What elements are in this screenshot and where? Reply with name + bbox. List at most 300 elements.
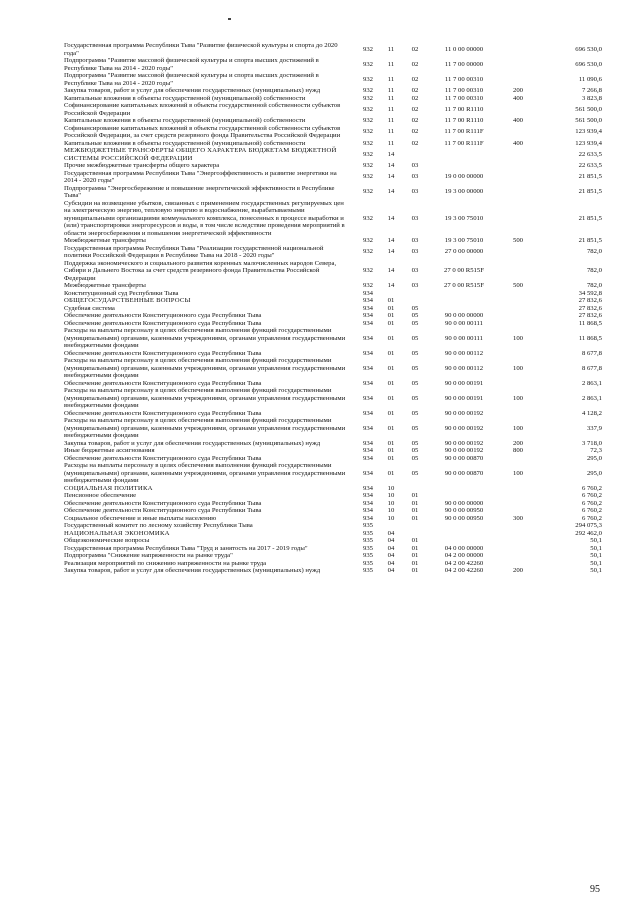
subsection-code-cell: 02 xyxy=(411,87,419,94)
section-code-cell: 14 xyxy=(387,282,395,289)
ministry-code-cell: 932 xyxy=(362,150,374,158)
section-code-cell: 11 xyxy=(387,87,395,94)
expense-type-cell xyxy=(500,410,536,418)
table-row xyxy=(64,282,602,290)
amount-cell: 50,1 xyxy=(590,552,602,559)
target-article-cell: 11 7 00 R1110 xyxy=(444,117,484,124)
table-row xyxy=(64,237,602,245)
subsection-code-cell xyxy=(402,147,428,162)
table-row xyxy=(64,507,602,515)
subsection-code-cell: 01 xyxy=(411,499,419,507)
expense-name-cell: Закупка товаров, работ и услуг для обеспечения государственных (муниципальных) нужд xyxy=(64,439,321,447)
section-code-cell: 01 xyxy=(387,334,395,342)
subsection-code-cell: 03 xyxy=(411,188,419,196)
ministry-code-cell: 932 xyxy=(362,188,374,196)
expense-type-cell: 100 xyxy=(512,334,524,342)
expense-type-cell: 300 xyxy=(512,514,524,522)
table-row xyxy=(64,537,602,545)
amount-cell: 123 939,4 xyxy=(575,128,602,136)
table-row xyxy=(64,410,602,418)
amount-cell: 782,0 xyxy=(586,248,602,256)
expense-type-cell xyxy=(500,560,536,568)
table-row xyxy=(64,140,602,148)
target-article-cell: 90 0 00 00870 xyxy=(444,454,484,462)
ministry-code-cell: 932 xyxy=(362,75,374,83)
section-code-cell: 04 xyxy=(387,544,395,552)
ministry-code-cell: 934 xyxy=(362,447,374,454)
expense-type-cell xyxy=(500,350,536,358)
target-article-cell: 11 7 00 R111F xyxy=(444,128,484,136)
amount-cell: 22 633,5 xyxy=(578,162,602,169)
table-row xyxy=(64,515,602,523)
table-row xyxy=(64,117,602,125)
subsection-code-cell: 03 xyxy=(411,248,419,256)
amount-cell: 7 266,8 xyxy=(581,87,602,94)
expense-type-cell: 200 xyxy=(512,87,524,94)
target-article-cell: 90 0 00 00870 xyxy=(444,469,484,477)
expense-type-cell: 400 xyxy=(512,117,524,124)
table-row xyxy=(64,185,602,200)
ministry-code-cell: 934 xyxy=(362,507,374,514)
table-row xyxy=(64,545,602,553)
subsection-code-cell: 05 xyxy=(411,447,419,454)
section-code-cell: 01 xyxy=(387,454,395,462)
target-article-cell: 27 0 00 R515F xyxy=(444,267,484,274)
section-code-cell: 01 xyxy=(387,312,395,319)
table-row xyxy=(64,102,602,117)
expense-type-cell xyxy=(500,260,536,283)
ministry-code-cell: 934 xyxy=(362,334,374,342)
subsection-code-cell: 02 xyxy=(411,117,419,124)
section-code-cell: 11 xyxy=(387,75,395,83)
subsection-code-cell: 02 xyxy=(411,139,419,147)
table-row xyxy=(64,462,602,485)
table-row xyxy=(64,560,602,568)
subsection-code-cell: 05 xyxy=(411,364,419,372)
section-code-cell: 10 xyxy=(387,499,395,507)
subsection-code-cell: 01 xyxy=(411,514,419,522)
ministry-code-cell: 935 xyxy=(362,552,374,559)
expense-type-cell xyxy=(500,545,536,553)
ministry-code-cell: 932 xyxy=(362,282,374,289)
expense-name-cell: Государственная программа Республики Тыва "Энергоэффективность и развитие энергетики на 2014 - 2020 годы" xyxy=(64,169,337,184)
expense-name-cell: Софинансирование капитальных вложений в объекты государственной собственности субъектов Российской Федерации xyxy=(64,102,341,117)
ministry-code-cell: 934 xyxy=(362,439,374,447)
target-article-cell: 90 0 00 00000 xyxy=(444,499,484,507)
expense-type-cell xyxy=(500,200,536,238)
target-article-cell xyxy=(428,530,500,538)
amount-cell: 782,0 xyxy=(586,282,602,289)
expense-type-cell xyxy=(500,290,536,298)
subsection-code-cell xyxy=(402,530,428,538)
target-article-cell: 19 3 00 75010 xyxy=(444,237,484,244)
table-row xyxy=(64,305,602,313)
section-code-cell: 14 xyxy=(387,188,395,196)
target-article-cell: 04 2 00 42260 xyxy=(444,559,484,567)
subsection-code-cell: 01 xyxy=(411,492,419,499)
ministry-code-cell: 932 xyxy=(362,105,374,113)
amount-cell: 294 075,3 xyxy=(575,522,602,529)
table-row xyxy=(64,327,602,350)
target-article-cell: 11 7 00 R1110 xyxy=(444,105,484,113)
expense-type-cell xyxy=(500,57,536,72)
amount-cell: 27 832,6 xyxy=(578,297,602,304)
amount-cell: 11 090,6 xyxy=(578,75,602,83)
expense-name-cell: Капитальные вложения в объекты государственной (муниципальной) собственности xyxy=(64,94,306,102)
amount-cell: 2 863,1 xyxy=(581,379,602,387)
expense-type-cell xyxy=(500,245,536,260)
subsection-code-cell: 02 xyxy=(411,45,419,53)
target-article-cell: 90 0 00 00112 xyxy=(444,364,484,372)
expense-name-cell: Судебная система xyxy=(64,304,115,312)
ministry-code-cell: 932 xyxy=(362,162,374,169)
subsection-code-cell: 01 xyxy=(411,567,419,574)
subsection-code-cell: 03 xyxy=(411,267,419,274)
subsection-code-cell: 05 xyxy=(411,394,419,402)
target-article-cell xyxy=(428,492,500,500)
expense-name-cell: Конституционный суд Республики Тыва xyxy=(64,289,179,297)
expense-name-cell: Государственная программа Республики Тыва "Развитие физической культуры и спорта до 2020 года" xyxy=(64,42,338,57)
expense-name-cell: Капитальные вложения в объекты государственной (муниципальной) собственности xyxy=(64,117,306,124)
ministry-code-cell: 935 xyxy=(362,522,374,529)
target-article-cell: 90 0 00 00111 xyxy=(445,319,483,327)
amount-cell: 782,0 xyxy=(586,267,602,274)
section-code-cell: 01 xyxy=(387,409,395,417)
expense-name-cell: Государственная программа Республики Тыва "Труд и занятость на 2017 - 2019 годы" xyxy=(64,544,308,552)
target-article-cell xyxy=(428,305,500,313)
amount-cell: 50,1 xyxy=(590,544,602,552)
ministry-code-cell: 934 xyxy=(362,379,374,387)
target-article-cell: 90 0 00 00111 xyxy=(445,334,483,342)
expense-name-cell: Реализация мероприятий по снижению напряженности на рынке труда xyxy=(64,559,267,567)
expense-type-cell: 800 xyxy=(512,447,524,454)
target-article-cell xyxy=(428,297,500,305)
amount-cell: 27 832,6 xyxy=(578,304,602,312)
expense-name-cell: Обеспечение деятельности Конституционного суда Республики Тыва xyxy=(64,409,262,417)
table-row xyxy=(64,447,602,455)
expense-type-cell xyxy=(500,185,536,200)
ministry-code-cell: 934 xyxy=(362,484,374,492)
section-code-cell: 01 xyxy=(387,297,395,304)
amount-cell: 8 677,8 xyxy=(581,364,602,372)
expense-type-cell xyxy=(500,72,536,87)
expense-name-cell: Прочие межбюджетные трансферты общего характера xyxy=(64,162,220,169)
ministry-code-cell: 932 xyxy=(362,87,374,94)
section-code-cell: 01 xyxy=(387,319,395,327)
table-row xyxy=(64,357,602,380)
expense-type-cell xyxy=(500,312,536,320)
expense-type-cell xyxy=(500,147,536,162)
amount-cell: 8 677,8 xyxy=(581,349,602,357)
ministry-code-cell: 935 xyxy=(362,529,374,537)
ministry-code-cell: 934 xyxy=(362,469,374,477)
target-article-cell xyxy=(428,485,500,493)
section-code-cell: 14 xyxy=(387,162,395,169)
subsection-code-cell: 05 xyxy=(411,469,419,477)
budget-table xyxy=(64,42,602,575)
target-article-cell: 11 7 00 00000 xyxy=(444,60,484,68)
section-code-cell: 10 xyxy=(387,507,395,514)
section-code-cell: 11 xyxy=(387,105,395,113)
expense-name-cell: НАЦИОНАЛЬНАЯ ЭКОНОМИКА xyxy=(64,529,170,537)
expense-name-cell: Расходы на выплаты персоналу в целях обеспечения выполнения функций государственными (муниципальными) органами, казенными учреждениями, органами управления государственными внебюджетными фондами xyxy=(64,357,346,379)
target-article-cell: 90 0 00 00112 xyxy=(444,349,484,357)
ministry-code-cell: 934 xyxy=(362,297,374,304)
ministry-code-cell: 934 xyxy=(362,312,374,319)
expense-name-cell: Расходы на выплаты персоналу в целях обеспечения выполнения функций государственными (муниципальными) органами, казенными учреждениями, органами управления государственными внебюджетными фондами xyxy=(64,327,346,349)
table-row xyxy=(64,42,602,57)
table-row xyxy=(64,320,602,328)
expense-type-cell xyxy=(500,170,536,185)
target-article-cell: 19 3 00 00000 xyxy=(444,188,484,196)
amount-cell: 3 718,0 xyxy=(581,439,602,447)
section-code-cell: 11 xyxy=(387,94,395,102)
table-row xyxy=(64,440,602,448)
expense-name-cell: Подпрограмма "Развитие массовой физической культуры и спорта высших достижений в Республике Тыва на 2014 - 2020 годы" xyxy=(64,72,319,87)
amount-cell: 27 832,6 xyxy=(578,312,602,319)
section-code-cell: 10 xyxy=(387,492,395,499)
ministry-code-cell: 932 xyxy=(362,173,374,181)
expense-name-cell: Расходы на выплаты персоналу в целях обеспечения выполнения функций государственными (муниципальными) органами, казенными учреждениями, органами управления государственными внебюджетными фондами xyxy=(64,417,346,439)
subsection-code-cell: 03 xyxy=(411,282,419,289)
subsection-code-cell: 05 xyxy=(411,349,419,357)
ministry-code-cell: 935 xyxy=(362,567,374,574)
amount-cell: 11 868,5 xyxy=(578,334,602,342)
target-article-cell: 04 0 00 00000 xyxy=(444,544,484,552)
table-row xyxy=(64,95,602,103)
expense-type-cell xyxy=(500,530,536,538)
amount-cell: 21 851,5 xyxy=(578,188,602,196)
expense-type-cell xyxy=(500,552,536,560)
subsection-code-cell: 03 xyxy=(411,173,419,181)
ministry-code-cell: 935 xyxy=(362,537,374,544)
expense-name-cell: Общеэкономические вопросы xyxy=(64,537,150,544)
subsection-code-cell xyxy=(402,485,428,493)
expense-type-cell xyxy=(500,102,536,117)
expense-name-cell: Государственный комитет по лесному хозяйству Республики Тыва xyxy=(64,522,253,529)
subsection-code-cell: 05 xyxy=(411,304,419,312)
section-code-cell: 14 xyxy=(387,237,395,244)
target-article-cell: 90 0 00 00192 xyxy=(444,447,484,454)
expense-type-cell: 200 xyxy=(512,567,524,574)
subsection-code-cell: 02 xyxy=(411,60,419,68)
amount-cell: 696 530,0 xyxy=(575,45,602,53)
section-code-cell: 01 xyxy=(387,304,395,312)
ministry-code-cell: 932 xyxy=(362,214,374,222)
ministry-code-cell: 934 xyxy=(362,319,374,327)
ministry-code-cell: 934 xyxy=(362,394,374,402)
table-row xyxy=(64,200,602,238)
expense-type-cell xyxy=(500,492,536,500)
expense-name-cell: Субсидии на возмещение убытков, связанных с применением государственных регулируемых цен на электрическую энергию, тепловую энергию и водоснабжение, вырабатываемыми муниципальными организациями коммунального комплекса, понесенных в процессе выработки и (или) транспортировки энергоресурсов и воды, в том числе вследствие проведения мероприятий в области энергосбережения и повышения энергетической эффективности xyxy=(64,199,345,237)
target-article-cell: 19 3 00 75010 xyxy=(444,214,484,222)
ministry-code-cell: 934 xyxy=(362,492,374,499)
expense-name-cell: Обеспечение деятельности Конституционного суда Республики Тыва xyxy=(64,499,262,507)
table-row xyxy=(64,297,602,305)
amount-cell: 34 592,8 xyxy=(578,289,602,297)
section-code-cell: 01 xyxy=(387,394,395,402)
subsection-code-cell: 01 xyxy=(411,507,419,514)
ministry-code-cell: 934 xyxy=(362,424,374,432)
target-article-cell xyxy=(428,290,500,298)
ministry-code-cell: 934 xyxy=(362,514,374,522)
section-code-cell: 11 xyxy=(387,45,395,53)
amount-cell: 21 851,5 xyxy=(578,173,602,181)
expense-type-cell: 500 xyxy=(512,282,524,289)
ministry-code-cell: 932 xyxy=(362,248,374,256)
target-article-cell: 90 0 00 00191 xyxy=(444,379,484,387)
section-code-cell: 01 xyxy=(387,379,395,387)
section-code-cell: 11 xyxy=(387,139,395,147)
target-article-cell: 90 0 00 00191 xyxy=(444,394,484,402)
expense-name-cell: Поддержка экономического и социального развития коренных малочисленных народов Севера, Сибири и Дальнего Востока за счет средств резервного фонда Правительства Российской Федерации xyxy=(64,259,337,282)
section-code-cell: 14 xyxy=(387,173,395,181)
subsection-code-cell: 05 xyxy=(411,439,419,447)
expense-name-cell: Межбюджетные трансферты xyxy=(64,282,146,289)
subsection-code-cell: 05 xyxy=(411,454,419,462)
ministry-code-cell: 932 xyxy=(362,237,374,244)
subsection-code-cell: 03 xyxy=(411,214,419,222)
section-code-cell: 01 xyxy=(387,364,395,372)
ministry-code-cell: 932 xyxy=(362,45,374,53)
expense-type-cell xyxy=(500,485,536,493)
expense-type-cell: 500 xyxy=(512,237,524,244)
target-article-cell: 90 0 00 00950 xyxy=(444,507,484,514)
ministry-code-cell: 935 xyxy=(362,544,374,552)
amount-cell: 6 760,2 xyxy=(581,514,602,522)
table-row xyxy=(64,485,602,493)
target-article-cell: 11 7 00 00310 xyxy=(444,75,484,83)
subsection-code-cell: 02 xyxy=(411,105,419,113)
section-code-cell: 11 xyxy=(387,60,395,68)
table-row xyxy=(64,350,602,358)
table-row xyxy=(64,417,602,440)
expense-type-cell xyxy=(500,380,536,388)
expense-name-cell: Обеспечение деятельности Конституционного суда Республики Тыва xyxy=(64,319,262,327)
expense-type-cell xyxy=(500,522,536,530)
budget-table-body xyxy=(64,42,602,575)
expense-type-cell xyxy=(500,455,536,463)
section-code-cell: 14 xyxy=(387,150,395,158)
expense-name-cell: Обеспечение деятельности Конституционного суда Республики Тыва xyxy=(64,349,262,357)
expense-name-cell: Межбюджетные трансферты xyxy=(64,237,146,244)
target-article-cell: 90 0 00 00192 xyxy=(444,439,484,447)
expense-name-cell: Расходы на выплаты персоналу в целях обеспечения выполнения функций государственными (муниципальными) органами, казенными учреждениями, органами управления государственными внебюджетными фондами xyxy=(64,387,346,409)
amount-cell: 295,0 xyxy=(586,454,602,462)
amount-cell: 561 500,0 xyxy=(575,105,602,113)
amount-cell: 123 939,4 xyxy=(575,139,602,147)
expense-name-cell: Обеспечение деятельности Конституционного суда Республики Тыва xyxy=(64,454,262,462)
amount-cell: 50,1 xyxy=(590,559,602,567)
section-code-cell: 04 xyxy=(387,537,395,544)
amount-cell: 6 760,2 xyxy=(581,484,602,492)
target-article-cell xyxy=(428,162,500,170)
expense-name-cell: Обеспечение деятельности Конституционного суда Республики Тыва xyxy=(64,507,262,514)
expense-name-cell: Обеспечение деятельности Конституционного суда Республики Тыва xyxy=(64,312,262,319)
amount-cell: 22 633,5 xyxy=(578,150,602,158)
table-row xyxy=(64,72,602,87)
section-code-cell: 10 xyxy=(387,514,395,522)
section-code-cell xyxy=(380,290,402,298)
amount-cell: 6 760,2 xyxy=(581,507,602,514)
expense-type-cell xyxy=(500,537,536,545)
section-code-cell: 01 xyxy=(387,439,395,447)
expense-type-cell: 100 xyxy=(512,394,524,402)
subsection-code-cell: 01 xyxy=(411,559,419,567)
table-row xyxy=(64,500,602,508)
amount-cell: 72,3 xyxy=(590,447,602,454)
expense-name-cell: Софинансирование капитальных вложений в объекты государственной собственности субъектов Российской Федерации, за счет средств резервного фонда Правительства Российской Федерации xyxy=(64,124,341,139)
subsection-code-cell: 03 xyxy=(411,162,419,169)
ministry-code-cell: 932 xyxy=(362,60,374,68)
section-code-cell xyxy=(380,522,402,530)
amount-cell: 696 530,0 xyxy=(575,60,602,68)
ministry-code-cell: 934 xyxy=(362,454,374,462)
table-row xyxy=(64,312,602,320)
subsection-code-cell: 05 xyxy=(411,334,419,342)
expense-type-cell xyxy=(500,507,536,515)
target-article-cell: 90 0 00 00000 xyxy=(444,312,484,319)
expense-name-cell: Государственная программа Республики Тыва "Реализация государственной национальной политики Российской Федерации в Республике Тыва на 2018 - 2020 годы" xyxy=(64,244,324,259)
table-row xyxy=(64,492,602,500)
table-row xyxy=(64,245,602,260)
amount-cell: 6 760,2 xyxy=(581,492,602,499)
subsection-code-cell: 01 xyxy=(411,537,419,544)
table-row xyxy=(64,522,602,530)
expense-name-cell: Закупка товаров, работ и услуг для обеспечения государственных (муниципальных) нужд xyxy=(64,87,321,94)
expense-name-cell: МЕЖБЮДЖЕТНЫЕ ТРАНСФЕРТЫ ОБЩЕГО ХАРАКТЕРА БЮДЖЕТАМ БЮДЖЕТНОЙ СИСТЕМЫ РОССИЙСКОЙ ФЕДЕРАЦИИ xyxy=(64,147,337,162)
amount-cell: 295,0 xyxy=(586,469,602,477)
amount-cell: 2 863,1 xyxy=(581,394,602,402)
ministry-code-cell: 934 xyxy=(362,499,374,507)
section-code-cell: 01 xyxy=(387,349,395,357)
section-code-cell: 14 xyxy=(387,248,395,256)
target-article-cell: 11 0 00 00000 xyxy=(444,45,484,53)
expense-name-cell: Подпрограмма "Развитие массовой физической культуры и спорта высших достижений в Республике Тыва на 2014 - 2020 годы" xyxy=(64,57,319,72)
ministry-code-cell: 932 xyxy=(362,117,374,124)
table-row xyxy=(64,387,602,410)
table-row xyxy=(64,147,602,162)
expense-name-cell: Капитальные вложения в объекты государственной (муниципальной) собственности xyxy=(64,139,306,147)
expense-type-cell: 100 xyxy=(512,424,524,432)
section-code-cell: 01 xyxy=(387,469,395,477)
table-row xyxy=(64,125,602,140)
ministry-code-cell: 934 xyxy=(362,289,374,297)
section-code-cell: 04 xyxy=(387,567,395,574)
expense-type-cell: 400 xyxy=(512,139,524,147)
ministry-code-cell: 934 xyxy=(362,409,374,417)
section-code-cell: 01 xyxy=(387,447,395,454)
target-article-cell: 90 0 00 00192 xyxy=(444,409,484,417)
section-code-cell: 04 xyxy=(387,552,395,559)
expense-name-cell: Обеспечение деятельности Конституционного суда Республики Тыва xyxy=(64,379,262,387)
target-article-cell: 90 0 00 00950 xyxy=(444,514,484,522)
amount-cell: 4 128,2 xyxy=(581,409,602,417)
expense-type-cell: 100 xyxy=(512,469,524,477)
ministry-code-cell: 934 xyxy=(362,364,374,372)
target-article-cell: 11 7 00 00310 xyxy=(444,87,484,94)
amount-cell: 50,1 xyxy=(590,567,602,574)
table-row xyxy=(64,567,602,575)
target-article-cell: 90 0 00 00192 xyxy=(444,424,484,432)
target-article-cell: 27 0 00 00000 xyxy=(444,248,484,256)
amount-cell: 292 462,0 xyxy=(575,529,602,537)
ministry-code-cell: 932 xyxy=(362,94,374,102)
target-article-cell: 11 7 00 00310 xyxy=(444,94,484,102)
subsection-code-cell: 02 xyxy=(411,94,419,102)
expense-name-cell: Подпрограмма "Снижение напряженности на рынке труда" xyxy=(64,552,233,559)
subsection-code-cell: 02 xyxy=(411,75,419,83)
